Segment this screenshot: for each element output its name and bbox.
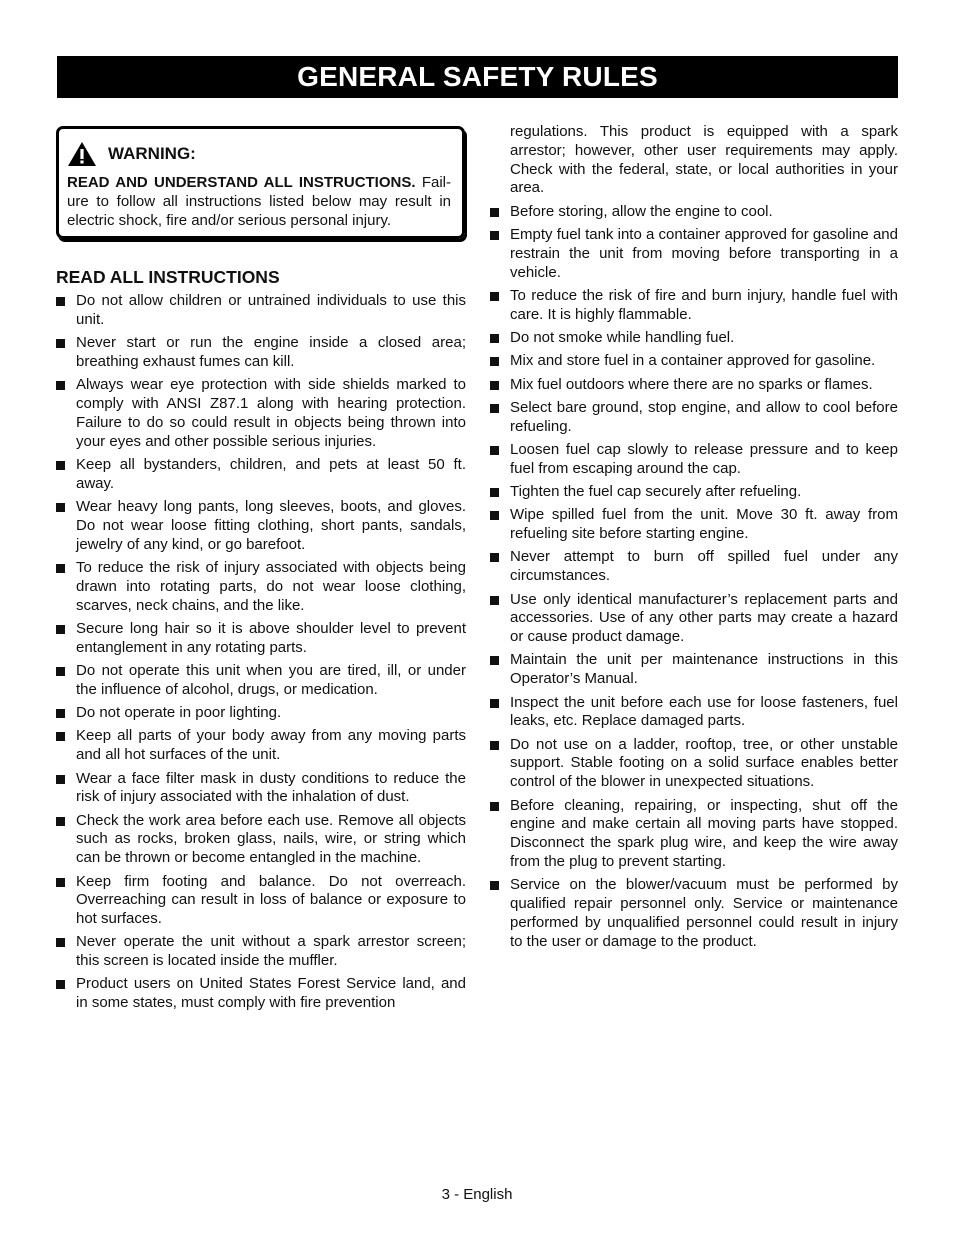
list-item-text: Use only identical manufacturer’s replacement parts and accessories. Use of any other parts may create a hazard or cause product damage.	[510, 590, 898, 646]
list-item	[490, 226, 898, 282]
warning-header	[67, 141, 451, 167]
list-item-text: Secure long hair so it is above shoulder level to prevent entanglement in any rotating parts.	[76, 619, 466, 656]
square-bullet-icon	[56, 339, 65, 348]
page-footer: 3 - English	[441, 1186, 513, 1203]
square-bullet-icon	[56, 503, 65, 512]
list-item	[490, 506, 898, 544]
list-item	[56, 662, 466, 700]
square-bullet-icon	[490, 596, 499, 605]
right-column	[490, 123, 898, 956]
list-item	[56, 292, 466, 330]
list-item	[56, 559, 466, 615]
list-item-text: Never start or run the engine inside a closed area; breathing exhaust fumes can kill.	[76, 334, 466, 371]
list-item-text: Product users on United States Forest Service land, and in some states, must comply with fire prevention	[76, 975, 466, 1012]
list-item	[490, 399, 898, 437]
list-item	[490, 203, 898, 222]
warning-body: Fail-ure to follow all instructions listed below may result in electric shock, fire and/or serious personal injury.	[67, 174, 451, 229]
warning-lead: READ AND UNDERSTAND ALL INSTRUCTIONS.	[67, 174, 416, 191]
square-bullet-icon	[490, 802, 499, 811]
right-rules-list	[490, 203, 898, 952]
list-item	[56, 933, 466, 971]
list-item	[56, 498, 466, 554]
square-bullet-icon	[56, 878, 65, 887]
list-item-text: Never attempt to burn off spilled fuel under any circumstances.	[510, 548, 898, 585]
list-item	[56, 770, 466, 808]
page-title-banner	[57, 56, 898, 98]
list-item	[490, 329, 898, 348]
list-item-text: Do not allow children or untrained individuals to use this unit.	[76, 292, 466, 328]
list-item-text: Do not use on a ladder, rooftop, tree, or other unstable support. Stable footing on a solid surface enables better control of the blower in unexpected situations.	[510, 735, 898, 791]
square-bullet-icon	[56, 667, 65, 676]
list-item-text: Inspect the unit before each use for loose fasteners, fuel leaks, etc. Replace damaged parts.	[510, 693, 898, 730]
list-item-text: Mix fuel outdoors where there are no sparks or flames.	[510, 375, 873, 393]
left-rules-list	[56, 292, 466, 1013]
list-item-text: Always wear eye protection with side shields marked to comply with ANSI Z87.1 along with hearing protection. Failure to do so could result in objects being thrown into your eyes and other possible serious injuries.	[76, 376, 466, 450]
square-bullet-icon	[490, 357, 499, 366]
square-bullet-icon	[56, 980, 65, 989]
list-item-text: Do not operate this unit when you are tired, ill, or under the influence of alcohol, drugs, or medication.	[76, 662, 466, 698]
list-item	[490, 797, 898, 872]
list-item	[56, 975, 466, 1013]
list-item-text: Keep firm footing and balance. Do not overreach. Overreaching can result in loss of balance or exposure to hot surfaces.	[76, 872, 466, 928]
list-item	[56, 727, 466, 765]
list-item	[56, 812, 466, 868]
list-item-text: Maintain the unit per maintenance instructions in this Operator’s Manual.	[510, 651, 898, 688]
list-item	[490, 651, 898, 689]
square-bullet-icon	[56, 625, 65, 634]
warning-triangle-icon	[67, 141, 97, 167]
square-bullet-icon	[490, 446, 499, 455]
page-title: GENERAL SAFETY RULES	[297, 61, 658, 92]
list-item	[490, 441, 898, 479]
list-item-text: Before cleaning, repairing, or inspecting, shut off the engine and make certain all moving parts have stopped. Disconnect the spark plug wire, and keep the wire away from the plug to prevent starting.	[510, 796, 898, 870]
square-bullet-icon	[490, 231, 499, 240]
square-bullet-icon	[490, 334, 499, 343]
list-item	[490, 483, 898, 502]
square-bullet-icon	[56, 732, 65, 741]
list-item	[56, 873, 466, 929]
list-item	[56, 376, 466, 451]
list-item-text: Service on the blower/vacuum must be performed by qualified repair personnel only. Service or maintenance performed by unqualified personnel could result in injury to the user or damage to the product.	[510, 876, 898, 950]
list-item-text: Do not smoke while handling fuel.	[510, 328, 735, 346]
list-item-text: Tighten the fuel cap securely after refueling.	[510, 483, 802, 501]
list-item	[56, 704, 466, 723]
square-bullet-icon	[56, 297, 65, 306]
list-item-text: Wipe spilled fuel from the unit. Move 30 ft. away from refueling site before starting engine.	[510, 506, 898, 543]
rule-continuation: regulations. This product is equipped with a spark arrestor; however, other user requirements may apply. Check with the federal, state, or local authorities in your area.	[510, 123, 898, 197]
list-item-text: To reduce the risk of fire and burn injury, handle fuel with care. It is highly flammable.	[510, 286, 898, 323]
square-bullet-icon	[56, 938, 65, 947]
list-item-text: Select bare ground, stop engine, and allow to cool before refueling.	[510, 398, 898, 435]
square-bullet-icon	[490, 511, 499, 520]
square-bullet-icon	[490, 488, 499, 497]
list-item-text: Never operate the unit without a spark arrestor screen; this screen is located inside the muffler.	[76, 933, 466, 970]
list-item	[490, 376, 898, 395]
list-item	[490, 591, 898, 647]
list-item	[490, 352, 898, 371]
warning-text	[67, 174, 451, 230]
list-item-text: To reduce the risk of injury associated with objects being drawn into rotating parts, do not wear loose clothing, scarves, neck chains, and the like.	[76, 559, 466, 614]
list-item-text: Keep all bystanders, children, and pets at least 50 ft. away.	[76, 456, 466, 492]
section-title: READ ALL INSTRUCTIONS	[56, 267, 280, 288]
list-item	[490, 736, 898, 792]
square-bullet-icon	[490, 208, 499, 217]
list-item-text: Keep all parts of your body away from any moving parts and all hot surfaces of the unit.	[76, 727, 466, 764]
list-item	[490, 694, 898, 732]
square-bullet-icon	[56, 381, 65, 390]
list-item	[56, 456, 466, 494]
list-item-text: Wear a face filter mask in dusty conditions to reduce the risk of injury associated with the inhalation of dust.	[76, 769, 466, 806]
list-item	[490, 548, 898, 586]
square-bullet-icon	[490, 881, 499, 890]
list-item-text: Check the work area before each use. Remove all objects such as rocks, broken glass, nails, wire, or string which can be thrown or become entangled in the machine.	[76, 811, 466, 867]
square-bullet-icon	[490, 741, 499, 750]
square-bullet-icon	[56, 564, 65, 573]
square-bullet-icon	[56, 709, 65, 718]
list-item-text: Do not operate in poor lighting.	[76, 704, 282, 722]
list-item	[56, 620, 466, 658]
list-item-text: Empty fuel tank into a container approved for gasoline and restrain the unit from moving before transporting in a vehicle.	[510, 225, 898, 281]
left-column	[56, 126, 466, 1018]
square-bullet-icon	[490, 292, 499, 301]
square-bullet-icon	[490, 656, 499, 665]
square-bullet-icon	[490, 699, 499, 708]
list-item	[56, 334, 466, 372]
list-item	[490, 287, 898, 325]
square-bullet-icon	[490, 381, 499, 390]
warning-box	[56, 126, 465, 239]
list-item-text: Mix and store fuel in a container approved for gasoline.	[510, 352, 876, 370]
square-bullet-icon	[490, 404, 499, 413]
square-bullet-icon	[56, 775, 65, 784]
square-bullet-icon	[56, 817, 65, 826]
square-bullet-icon	[56, 461, 65, 470]
warning-label: WARNING:	[108, 143, 196, 163]
square-bullet-icon	[490, 553, 499, 562]
list-item-text: Wear heavy long pants, long sleeves, boots, and gloves. Do not wear loose fitting clothing, short pants, sandals, jewelry of any kind, or go barefoot.	[76, 498, 466, 553]
list-item-text: Loosen fuel cap slowly to release pressure and to keep fuel from escaping around the cap.	[510, 440, 898, 477]
list-item-text: Before storing, allow the engine to cool.	[510, 202, 773, 220]
list-item	[490, 876, 898, 951]
